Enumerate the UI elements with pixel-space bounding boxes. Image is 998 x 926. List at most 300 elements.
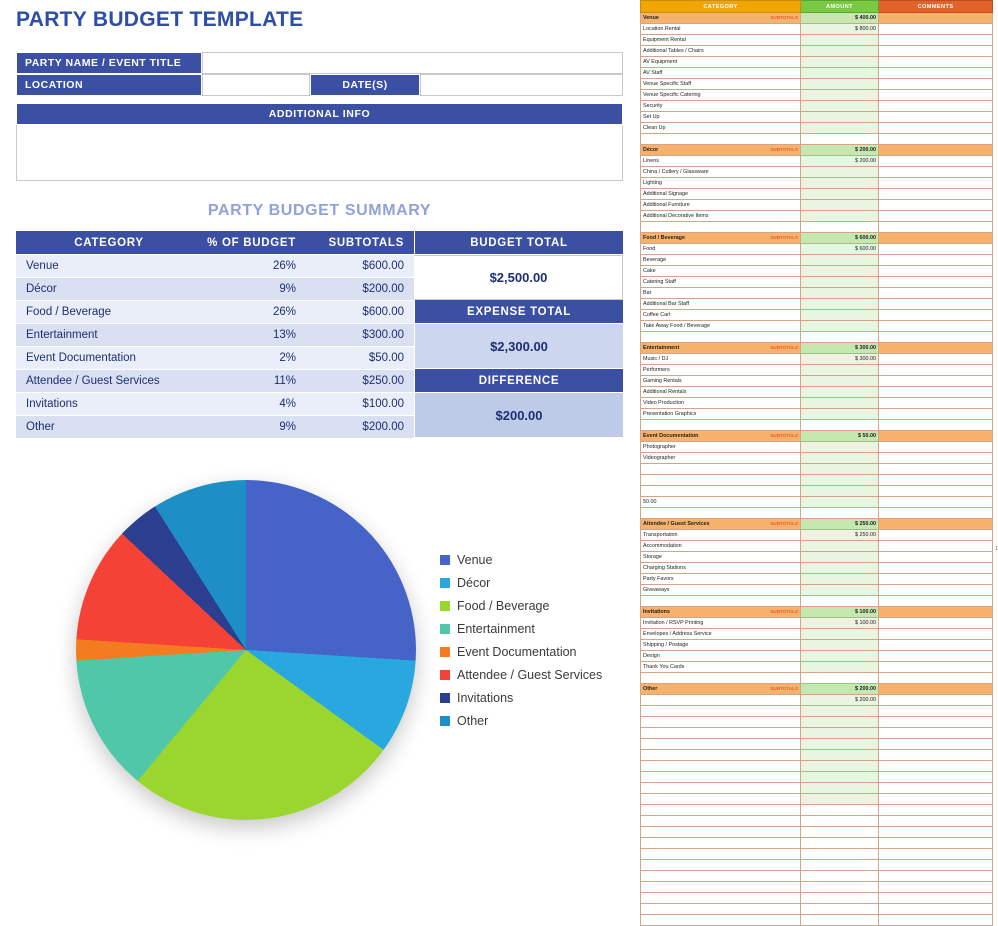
table-row	[641, 35, 993, 46]
spacer-cell[interactable]	[879, 871, 993, 882]
item-label[interactable]	[641, 706, 801, 717]
item-label[interactable]: Clean Up	[641, 123, 801, 134]
spacer-cell[interactable]	[641, 134, 801, 145]
item-label[interactable]: Party Favors	[641, 574, 801, 585]
row-category: Other	[26, 421, 55, 433]
item-comments[interactable]	[879, 376, 993, 387]
item-amount[interactable]	[801, 453, 879, 464]
table-row	[641, 783, 993, 794]
item-amount[interactable]: $ 200.00	[801, 695, 879, 706]
item-label[interactable]	[641, 486, 801, 497]
item-amount[interactable]	[801, 706, 879, 717]
table-row	[641, 24, 993, 35]
item-amount[interactable]	[801, 475, 879, 486]
item-comments[interactable]	[879, 717, 993, 728]
expense-total-value: $2,300.00	[414, 324, 623, 369]
table-row	[641, 695, 993, 706]
spacer-cell[interactable]	[801, 871, 879, 882]
item-amount[interactable]	[801, 387, 879, 398]
spacer-cell[interactable]	[879, 816, 993, 827]
item-comments[interactable]	[879, 497, 993, 508]
item-label[interactable]: Giveaways	[641, 585, 801, 596]
spacer-cell[interactable]	[641, 222, 801, 233]
spacer-cell[interactable]	[801, 915, 879, 926]
item-comments[interactable]	[879, 244, 993, 255]
location-input[interactable]	[202, 74, 310, 96]
item-label[interactable]: Equipment Rental	[641, 35, 801, 46]
item-amount[interactable]	[801, 123, 879, 134]
spacer-cell[interactable]	[641, 849, 801, 860]
legend-swatch-icon	[440, 624, 450, 634]
item-label[interactable]: Design	[641, 651, 801, 662]
item-comments[interactable]	[879, 530, 993, 541]
item-label[interactable]: Additional Furniture	[641, 200, 801, 211]
spacer-cell[interactable]	[879, 222, 993, 233]
table-row	[641, 728, 993, 739]
item-comments[interactable]	[879, 123, 993, 134]
item-label[interactable]	[641, 728, 801, 739]
item-comments[interactable]	[879, 178, 993, 189]
row-category: Venue	[26, 260, 59, 272]
additional-info-input[interactable]	[16, 125, 623, 181]
spacer-cell[interactable]	[879, 673, 993, 684]
table-row	[641, 90, 993, 101]
item-amount[interactable]	[801, 46, 879, 57]
item-comments[interactable]	[879, 68, 993, 79]
spacer-row	[641, 134, 993, 145]
item-comments[interactable]	[879, 112, 993, 123]
item-label[interactable]: Music / DJ	[641, 354, 801, 365]
spacer-cell[interactable]	[879, 882, 993, 893]
item-label[interactable]: Set Up	[641, 112, 801, 123]
party-name-input[interactable]	[202, 52, 623, 74]
item-comments[interactable]	[879, 288, 993, 299]
item-label[interactable]: Take Away Food / Beverage	[641, 321, 801, 332]
spacer-cell[interactable]	[801, 596, 879, 607]
item-comments[interactable]	[879, 90, 993, 101]
item-label[interactable]: China / Cutlery / Glassware	[641, 167, 801, 178]
item-label[interactable]: Shipping / Postage	[641, 640, 801, 651]
item-label[interactable]: Transportation	[641, 530, 801, 541]
legend-item	[440, 571, 602, 594]
table-row	[641, 189, 993, 200]
item-label[interactable]: Thank You Cards	[641, 662, 801, 673]
spacer-cell[interactable]	[801, 904, 879, 915]
group-subtotal: $ 300.00	[801, 343, 879, 354]
item-amount[interactable]	[801, 310, 879, 321]
row-percent: 26%	[272, 306, 296, 318]
spacer-cell[interactable]	[801, 508, 879, 519]
budget-total-value: $2,500.00	[414, 255, 623, 300]
item-comments[interactable]	[879, 167, 993, 178]
spacer-cell[interactable]	[801, 673, 879, 684]
spacer-cell[interactable]	[879, 893, 993, 904]
spacer-row	[641, 596, 993, 607]
item-comments[interactable]	[879, 189, 993, 200]
table-row	[16, 393, 414, 416]
item-label[interactable]: Bar	[641, 288, 801, 299]
item-amount[interactable]	[801, 563, 879, 574]
item-label[interactable]	[641, 794, 801, 805]
item-amount[interactable]	[801, 90, 879, 101]
table-row	[641, 574, 993, 585]
spacer-cell[interactable]	[641, 915, 801, 926]
item-amount[interactable]	[801, 728, 879, 739]
item-amount[interactable]	[801, 717, 879, 728]
spacer-cell[interactable]	[641, 596, 801, 607]
item-label[interactable]	[641, 739, 801, 750]
item-amount[interactable]	[801, 486, 879, 497]
item-label[interactable]: Additional Decorative Items	[641, 211, 801, 222]
item-amount[interactable]	[801, 189, 879, 200]
item-amount[interactable]	[801, 35, 879, 46]
item-label[interactable]: Food	[641, 244, 801, 255]
item-label[interactable]	[641, 717, 801, 728]
item-comments[interactable]	[879, 739, 993, 750]
spacer-cell[interactable]	[801, 816, 879, 827]
item-label[interactable]: Additional Tables / Chairs	[641, 46, 801, 57]
item-comments[interactable]	[879, 266, 993, 277]
row-percent: 13%	[272, 329, 296, 341]
item-label[interactable]	[641, 695, 801, 706]
item-comments[interactable]	[879, 574, 993, 585]
item-amount[interactable]: $ 300.00	[801, 354, 879, 365]
item-amount[interactable]	[801, 79, 879, 90]
table-row	[641, 211, 993, 222]
item-label[interactable]: Location Rental	[641, 24, 801, 35]
item-label[interactable]: Linens	[641, 156, 801, 167]
item-comments[interactable]	[879, 464, 993, 475]
item-comments[interactable]	[879, 387, 993, 398]
item-comments[interactable]	[879, 563, 993, 574]
item-amount[interactable]: $ 250.00	[801, 530, 879, 541]
table-row	[641, 321, 993, 332]
spacer-cell[interactable]	[641, 827, 801, 838]
item-comments[interactable]	[879, 706, 993, 717]
table-row	[641, 255, 993, 266]
item-amount[interactable]: $ 600.00	[801, 244, 879, 255]
item-comments[interactable]	[879, 552, 993, 563]
item-comments[interactable]	[879, 277, 993, 288]
item-label[interactable]: Videographer	[641, 453, 801, 464]
table-row	[641, 464, 993, 475]
item-amount[interactable]	[801, 783, 879, 794]
item-amount[interactable]	[801, 750, 879, 761]
item-amount[interactable]	[801, 255, 879, 266]
spacer-cell[interactable]	[879, 332, 993, 343]
item-comments[interactable]	[879, 475, 993, 486]
table-row	[641, 552, 993, 563]
item-amount[interactable]	[801, 541, 879, 552]
item-comments[interactable]	[879, 79, 993, 90]
legend-item	[440, 548, 602, 571]
item-amount[interactable]	[801, 574, 879, 585]
row-percent: 9%	[279, 283, 296, 295]
header-comments: COMMENTS	[879, 1, 993, 13]
item-label[interactable]: Additional Signage	[641, 189, 801, 200]
item-amount[interactable]	[801, 288, 879, 299]
spacer-cell[interactable]	[641, 508, 801, 519]
item-label[interactable]	[641, 783, 801, 794]
legend-label: Other	[457, 713, 489, 728]
item-comments[interactable]	[879, 35, 993, 46]
item-comments[interactable]	[879, 640, 993, 651]
item-label[interactable]: Photographer	[641, 442, 801, 453]
item-label[interactable]: Invitation / RSVP Printing	[641, 618, 801, 629]
table-row	[641, 640, 993, 651]
group-header-row	[641, 233, 993, 244]
item-amount[interactable]	[801, 321, 879, 332]
item-amount[interactable]	[801, 57, 879, 68]
item-comments[interactable]	[879, 662, 993, 673]
group-name: SUBTOTALS Food / Beverage	[641, 233, 801, 244]
group-header-row	[641, 684, 993, 695]
item-amount[interactable]	[801, 167, 879, 178]
item-label[interactable]: Accommodation	[641, 541, 801, 552]
item-amount[interactable]	[801, 772, 879, 783]
item-amount[interactable]	[801, 398, 879, 409]
item-label[interactable]: Coffee Cart	[641, 310, 801, 321]
spacer-cell[interactable]	[801, 420, 879, 431]
item-label[interactable]: Catering Staff	[641, 277, 801, 288]
item-amount[interactable]	[801, 211, 879, 222]
item-amount[interactable]	[801, 277, 879, 288]
item-label[interactable]: Venue Specific Catering	[641, 90, 801, 101]
expense-detail-spreadsheet	[640, 0, 996, 860]
item-amount[interactable]	[801, 464, 879, 475]
item-amount[interactable]	[801, 112, 879, 123]
table-row	[641, 46, 993, 57]
legend-swatch-icon	[440, 578, 450, 588]
item-amount[interactable]	[801, 761, 879, 772]
item-label[interactable]	[641, 750, 801, 761]
item-label[interactable]: Cake	[641, 266, 801, 277]
item-label[interactable]: 50.00	[641, 497, 801, 508]
group-comments	[879, 519, 993, 530]
item-comments[interactable]	[879, 728, 993, 739]
spacer-cell[interactable]	[879, 134, 993, 145]
group-subtotal: $ 250.00	[801, 519, 879, 530]
item-comments[interactable]	[879, 541, 993, 552]
spacer-cell[interactable]	[641, 893, 801, 904]
item-comments[interactable]	[879, 200, 993, 211]
item-amount[interactable]	[801, 497, 879, 508]
item-label[interactable]: AV Equipment	[641, 57, 801, 68]
item-amount[interactable]: $ 100.00	[801, 618, 879, 629]
item-label[interactable]	[641, 464, 801, 475]
spacer-cell[interactable]	[801, 332, 879, 343]
item-comments[interactable]	[879, 453, 993, 464]
spacer-cell[interactable]	[641, 332, 801, 343]
location-label: LOCATION	[16, 74, 202, 96]
spacer-cell[interactable]	[879, 860, 993, 871]
item-comments[interactable]	[879, 772, 993, 783]
table-row	[641, 112, 993, 123]
pie-slices	[76, 480, 416, 820]
row-subtotal: $600.00	[362, 306, 404, 318]
spacer-row	[641, 915, 993, 926]
row-category: Invitations	[26, 398, 78, 410]
item-comments[interactable]	[879, 585, 993, 596]
item-label[interactable]: Performers	[641, 365, 801, 376]
item-comments[interactable]	[879, 354, 993, 365]
legend-item	[440, 709, 602, 732]
table-row	[641, 585, 993, 596]
item-amount[interactable]	[801, 662, 879, 673]
spacer-cell[interactable]	[801, 805, 879, 816]
item-comments[interactable]	[879, 442, 993, 453]
item-amount[interactable]	[801, 200, 879, 211]
item-amount[interactable]	[801, 266, 879, 277]
item-label[interactable]: Additional Bar Staff	[641, 299, 801, 310]
spreadsheet-table	[640, 0, 993, 926]
item-amount[interactable]	[801, 640, 879, 651]
item-label[interactable]: Charging Stations	[641, 563, 801, 574]
spacer-cell[interactable]	[879, 420, 993, 431]
spacer-row	[641, 838, 993, 849]
dates-input[interactable]	[420, 74, 623, 96]
spacer-cell[interactable]	[801, 134, 879, 145]
table-row	[641, 266, 993, 277]
spacer-cell[interactable]	[879, 838, 993, 849]
spacer-cell[interactable]	[879, 596, 993, 607]
table-row	[641, 486, 993, 497]
item-amount[interactable]	[801, 299, 879, 310]
spacer-cell[interactable]	[641, 904, 801, 915]
item-label[interactable]: Lighting	[641, 178, 801, 189]
row-subtotal: $600.00	[362, 260, 404, 272]
spacer-cell[interactable]	[801, 222, 879, 233]
spacer-cell[interactable]	[641, 420, 801, 431]
header-amount: AMOUNT	[801, 1, 879, 13]
legend-swatch-icon	[440, 647, 450, 657]
item-comments[interactable]	[879, 794, 993, 805]
spacer-cell[interactable]	[879, 904, 993, 915]
spacer-cell[interactable]	[641, 805, 801, 816]
spacer-cell[interactable]	[879, 849, 993, 860]
item-amount[interactable]	[801, 409, 879, 420]
legend-swatch-icon	[440, 601, 450, 611]
item-comments[interactable]	[879, 750, 993, 761]
item-comments[interactable]	[879, 156, 993, 167]
table-row	[641, 68, 993, 79]
item-amount[interactable]	[801, 585, 879, 596]
item-label[interactable]: Envelopes / Address Service	[641, 629, 801, 640]
item-comments[interactable]	[879, 761, 993, 772]
spacer-cell[interactable]	[641, 673, 801, 684]
item-label[interactable]: Additional Rentals	[641, 387, 801, 398]
spacer-cell[interactable]	[801, 893, 879, 904]
item-comments[interactable]	[879, 57, 993, 68]
item-amount[interactable]	[801, 739, 879, 750]
spacer-cell[interactable]	[641, 860, 801, 871]
item-label[interactable]: AV Staff	[641, 68, 801, 79]
item-comments[interactable]	[879, 486, 993, 497]
spacer-cell[interactable]	[879, 915, 993, 926]
item-comments[interactable]	[879, 255, 993, 266]
spacer-row	[641, 816, 993, 827]
item-comments[interactable]	[879, 321, 993, 332]
item-label[interactable]	[641, 761, 801, 772]
group-comments	[879, 13, 993, 24]
item-comments[interactable]	[879, 24, 993, 35]
item-amount[interactable]	[801, 629, 879, 640]
item-label[interactable]: Venue Specific Staff	[641, 79, 801, 90]
spacer-cell[interactable]	[879, 805, 993, 816]
item-comments[interactable]	[879, 695, 993, 706]
item-comments[interactable]	[879, 618, 993, 629]
item-amount[interactable]	[801, 68, 879, 79]
item-label[interactable]: Gaming Rentals	[641, 376, 801, 387]
item-label[interactable]: Storage	[641, 552, 801, 563]
location-date-row	[16, 74, 623, 96]
legend-item	[440, 663, 602, 686]
item-label[interactable]: Security	[641, 101, 801, 112]
item-label[interactable]: Video Production	[641, 398, 801, 409]
spacer-cell[interactable]	[801, 849, 879, 860]
group-header-row	[641, 13, 993, 24]
group-name: SUBTOTALS Entertainment	[641, 343, 801, 354]
item-label[interactable]	[641, 475, 801, 486]
item-comments[interactable]	[879, 46, 993, 57]
spacer-cell[interactable]	[641, 816, 801, 827]
item-comments[interactable]	[879, 409, 993, 420]
item-amount[interactable]	[801, 794, 879, 805]
table-row	[641, 761, 993, 772]
item-amount[interactable]: $ 800.00	[801, 24, 879, 35]
spacer-cell[interactable]	[641, 871, 801, 882]
spacer-cell[interactable]	[879, 827, 993, 838]
item-comments[interactable]	[879, 783, 993, 794]
spacer-cell[interactable]	[801, 838, 879, 849]
group-name: SUBTOTALS Event Documentation	[641, 431, 801, 442]
table-row	[641, 200, 993, 211]
item-comments[interactable]	[879, 211, 993, 222]
item-comments[interactable]	[879, 365, 993, 376]
table-row	[641, 299, 993, 310]
item-comments[interactable]	[879, 651, 993, 662]
spacer-cell[interactable]	[801, 827, 879, 838]
item-amount[interactable]	[801, 651, 879, 662]
item-amount[interactable]	[801, 552, 879, 563]
item-amount[interactable]	[801, 442, 879, 453]
row-category: Event Documentation	[26, 352, 136, 364]
item-label[interactable]: Beverage	[641, 255, 801, 266]
item-amount[interactable]	[801, 376, 879, 387]
item-comments[interactable]	[879, 629, 993, 640]
spacer-cell[interactable]	[641, 882, 801, 893]
item-label[interactable]	[641, 772, 801, 783]
item-comments[interactable]	[879, 101, 993, 112]
spacer-cell[interactable]	[801, 882, 879, 893]
item-amount[interactable]: $ 200.00	[801, 156, 879, 167]
item-amount[interactable]	[801, 178, 879, 189]
item-amount[interactable]	[801, 365, 879, 376]
item-comments[interactable]	[879, 398, 993, 409]
item-amount[interactable]	[801, 101, 879, 112]
spacer-cell[interactable]	[801, 860, 879, 871]
spacer-cell[interactable]	[641, 838, 801, 849]
summary-header-subtotals: SUBTOTALS	[328, 236, 404, 249]
spacer-cell[interactable]	[879, 508, 993, 519]
item-comments[interactable]	[879, 310, 993, 321]
item-comments[interactable]	[879, 299, 993, 310]
table-row	[641, 310, 993, 321]
item-label[interactable]: Presentation Graphics	[641, 409, 801, 420]
group-header-row	[641, 145, 993, 156]
spreadsheet-header-row	[641, 1, 993, 13]
dates-label: DATE(S)	[310, 74, 420, 96]
